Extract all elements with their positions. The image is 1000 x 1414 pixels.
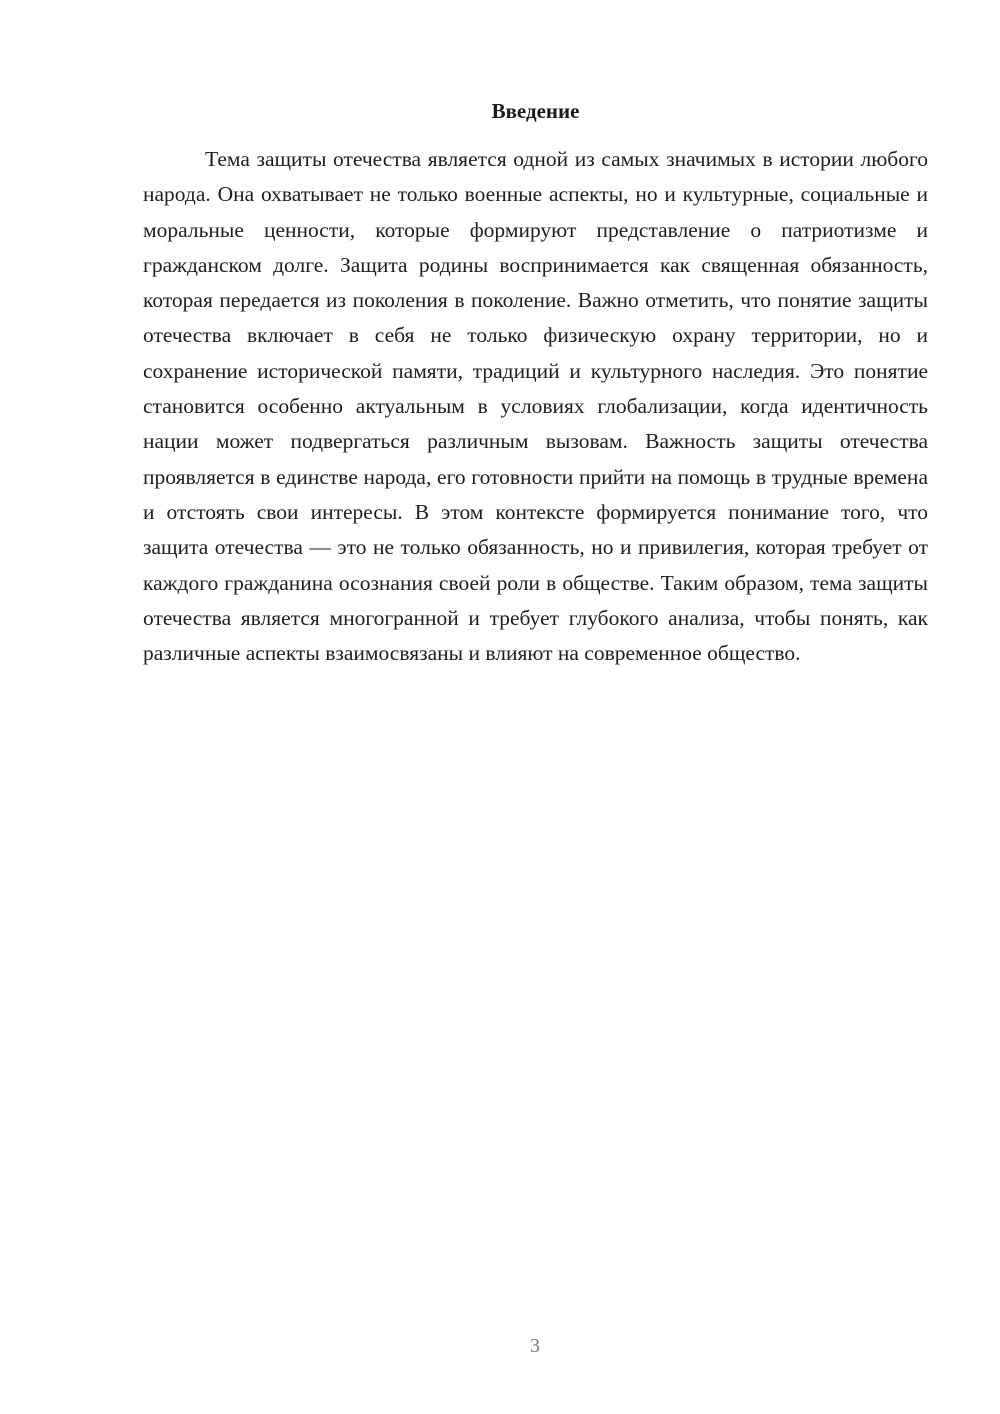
section-heading: Введение: [491, 99, 580, 123]
page-number: 3: [530, 1335, 540, 1357]
body-paragraph: Тема защиты отечества является одной из самых значимых в истории любого народа. Она охватывает не только военные аспекты, но и культурные, социальные и моральные ценности, которые формируют представление о патриотизме и гражданском долге. Защита родины воспринимается как священная обязанность, которая передается из поколения в поколение. Важно отметить, что понятие защиты отечества включает в себя не только физическую охрану территории, но и сохранение исторической памяти, традиций и культурного наследия. Это понятие становится особенно актуальным в условиях глобализации, когда идентичность нации может подвергаться различным вызовам. Важность защиты отечества проявляется в единстве народа, его готовности прийти на помощь в трудные времена и отстоять свои интересы. В этом контексте формируется понимание того, что защита отечества — это не только обязанность, но и привилегия, которая требует от каждого гражданина осознания своей роли в обществе. Таким образом, тема защиты отечества является многогранной и требует глубокого анализа, чтобы понять, как различные аспекты взаимосвязаны и влияют на современное общество.: [143, 147, 928, 666]
